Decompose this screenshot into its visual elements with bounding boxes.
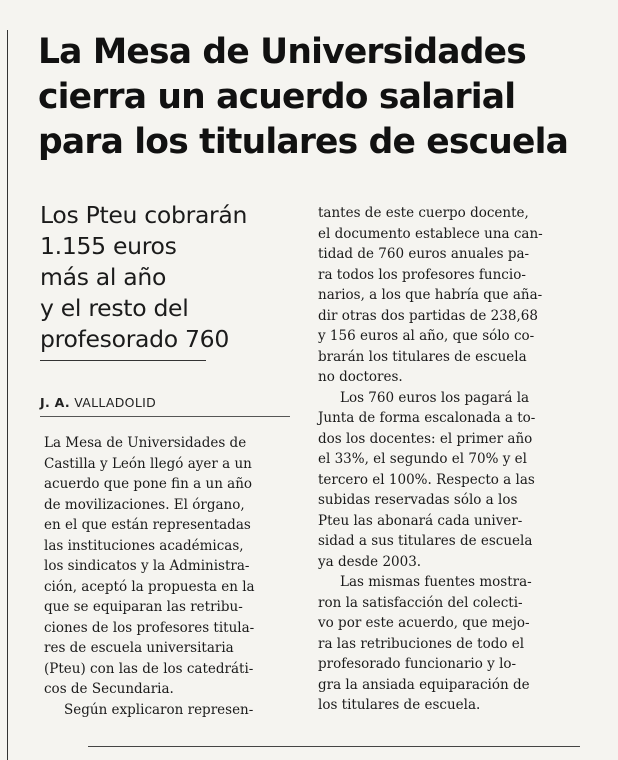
headline-line: para los titulares de escuela bbox=[38, 122, 569, 162]
body-paragraph bbox=[318, 572, 580, 716]
subheadline-line: Los Pteu cobrarán bbox=[40, 201, 248, 229]
subheadline-line: 1.155 euros bbox=[40, 232, 177, 260]
body-line: sidad a sus titulares de escuela bbox=[318, 533, 533, 549]
body-line: narios, a los que habría que aña- bbox=[318, 287, 543, 303]
body-line: profesorado funcionario y lo- bbox=[318, 656, 517, 672]
body-line: res de escuela universitaria bbox=[44, 640, 234, 656]
body-line: tidad de 760 euros anuales pa- bbox=[318, 246, 530, 262]
subheadline-line: y el resto del bbox=[40, 294, 189, 322]
body-line: Junta de forma escalonada a to- bbox=[318, 410, 536, 426]
body-line: acuerdo que pone fin a un año bbox=[44, 476, 253, 492]
body-line: en el que están representadas bbox=[44, 517, 251, 533]
body-line: el documento establece una can- bbox=[318, 225, 543, 242]
byline-location: VALLADOLID bbox=[74, 395, 156, 410]
column-divider-rule bbox=[7, 30, 8, 760]
body-line: Las mismas fuentes mostra- bbox=[340, 574, 532, 590]
body-line: brarán los titulares de escuela bbox=[318, 348, 527, 365]
body-line: las instituciones académicas, bbox=[44, 537, 244, 554]
body-paragraph bbox=[44, 433, 306, 720]
body-line: (Pteu) con las de los catedráti- bbox=[44, 660, 254, 677]
body-line: Pteu las abonará cada univer- bbox=[318, 512, 523, 529]
body-line: tantes de este cuerpo docente, bbox=[318, 205, 529, 221]
body-line: ron la satisfacción del colecti- bbox=[318, 594, 523, 611]
subheadline-rule bbox=[40, 360, 206, 361]
body-line: Castilla y León llegó ayer a un bbox=[44, 455, 252, 472]
body-line: subidas reservadas sólo a los bbox=[318, 492, 518, 508]
body-line: los titulares de escuela. bbox=[318, 697, 481, 713]
body-column-right bbox=[318, 203, 580, 716]
body-line: Según explicaron represen- bbox=[64, 701, 254, 718]
body-line: cos de Secundaria. bbox=[44, 681, 174, 697]
body-line: vo por este acuerdo, que mejo- bbox=[318, 615, 530, 631]
body-line: gra la ansiada equiparación de bbox=[318, 676, 530, 693]
subheadline-line: más al año bbox=[40, 263, 167, 291]
bottom-rule bbox=[88, 746, 580, 747]
body-line: ción, aceptó la propuesta en la bbox=[44, 578, 255, 595]
byline-author: J. A. bbox=[40, 395, 70, 410]
body-line: dos los docentes: el primer año bbox=[318, 430, 533, 447]
body-line: ciones de los profesores titula- bbox=[44, 619, 255, 636]
body-line: dir otras dos partidas de 238,68 bbox=[318, 307, 538, 324]
headline-line: La Mesa de Universidades bbox=[38, 32, 527, 72]
body-line: ra todos los profesores funcio- bbox=[318, 266, 526, 283]
byline bbox=[40, 395, 156, 410]
subheadline-line: profesorado 760 bbox=[40, 325, 229, 353]
subheadline bbox=[40, 200, 280, 355]
byline-rule bbox=[40, 416, 290, 417]
body-column-left bbox=[44, 433, 306, 720]
body-line: ya desde 2003. bbox=[318, 553, 422, 570]
body-line: Los 760 euros los pagará la bbox=[340, 389, 530, 406]
headline-line: cierra un acuerdo salarial bbox=[38, 77, 516, 117]
body-paragraph bbox=[318, 388, 580, 573]
body-line: no doctores. bbox=[318, 369, 403, 385]
body-line: ra las retribuciones de todo el bbox=[318, 635, 525, 652]
body-line: y 156 euros al año, que sólo co- bbox=[318, 328, 535, 344]
body-line: los sindicatos y la Administra- bbox=[44, 558, 250, 574]
body-line: que se equiparan las retribu- bbox=[44, 599, 243, 615]
body-line: tercero el 100%. Respecto a las bbox=[318, 471, 535, 488]
body-line: La Mesa de Universidades de bbox=[44, 435, 247, 451]
body-line: de movilizaciones. El órgano, bbox=[44, 496, 245, 513]
body-paragraph bbox=[318, 203, 580, 388]
body-line: el 33%, el segundo el 70% y el bbox=[318, 451, 527, 467]
headline bbox=[38, 30, 598, 165]
